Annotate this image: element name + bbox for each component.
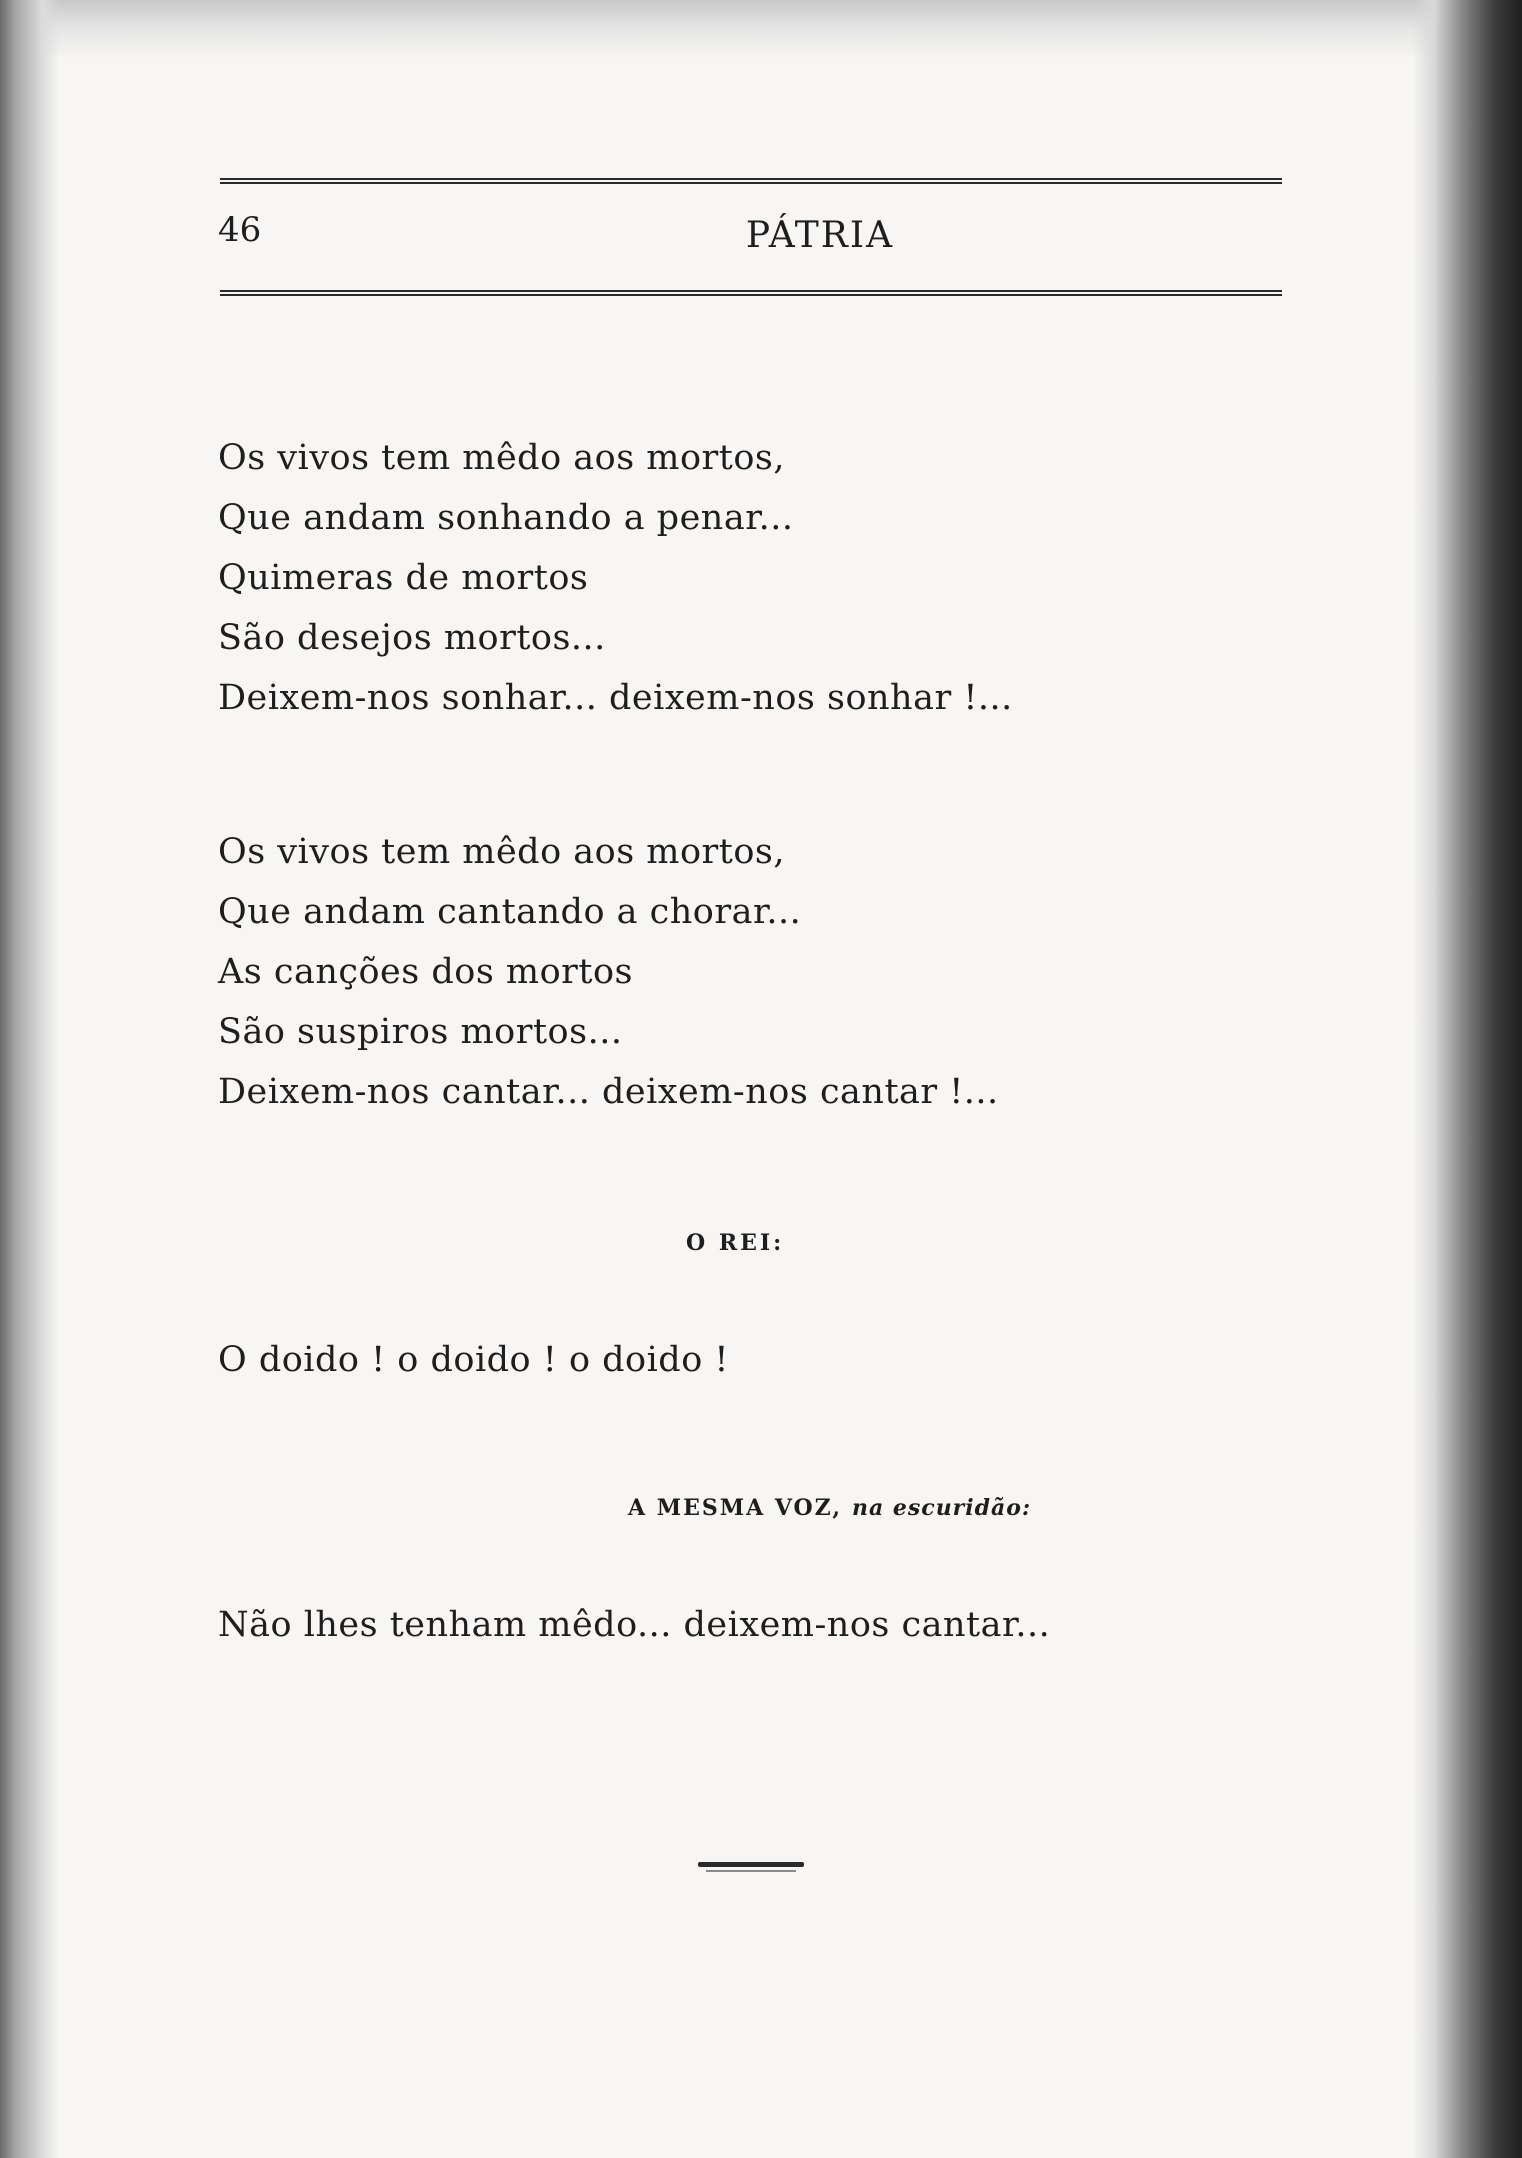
rei-line: O doido ! o doido ! o doido ! — [218, 1340, 729, 1380]
verse-line: São suspiros mortos... — [218, 1012, 623, 1052]
stage-direction: na escuridão: — [852, 1495, 1032, 1521]
speaker-voz — [628, 1493, 1031, 1524]
verse-line: Deixem-nos sonhar... deixem-nos sonhar !... — [218, 678, 1013, 718]
verse-line: São desejos mortos... — [218, 618, 606, 658]
header-rule-top — [220, 178, 1282, 184]
scan-edge-right — [1412, 0, 1522, 2158]
speaker-voz-name: A MESMA VOZ, — [628, 1495, 842, 1521]
voz-line: Não lhes tenham mêdo... deixem-nos cantar... — [218, 1605, 1051, 1645]
header-rule-bottom — [220, 290, 1282, 296]
running-title: PÁTRIA — [745, 215, 895, 256]
stanza-1 — [218, 428, 1013, 728]
verse-line: Que andam cantando a chorar... — [218, 892, 802, 932]
scan-edge-left — [0, 0, 60, 2158]
page-number: 46 — [218, 210, 262, 250]
stanza-2 — [218, 822, 999, 1122]
speaker-rei: O REI: — [686, 1230, 785, 1256]
verse-line: Os vivos tem mêdo aos mortos, — [218, 438, 786, 478]
scan-edge-top — [0, 0, 1522, 60]
verse-line: Que andam sonhando a penar... — [218, 498, 794, 538]
verse-line: Deixem-nos cantar... deixem-nos cantar !... — [218, 1072, 999, 1112]
end-ornament — [698, 1862, 804, 1867]
verse-line: Quimeras de mortos — [218, 558, 589, 598]
verse-line: As canções dos mortos — [218, 952, 633, 992]
verse-line: Os vivos tem mêdo aos mortos, — [218, 832, 786, 872]
